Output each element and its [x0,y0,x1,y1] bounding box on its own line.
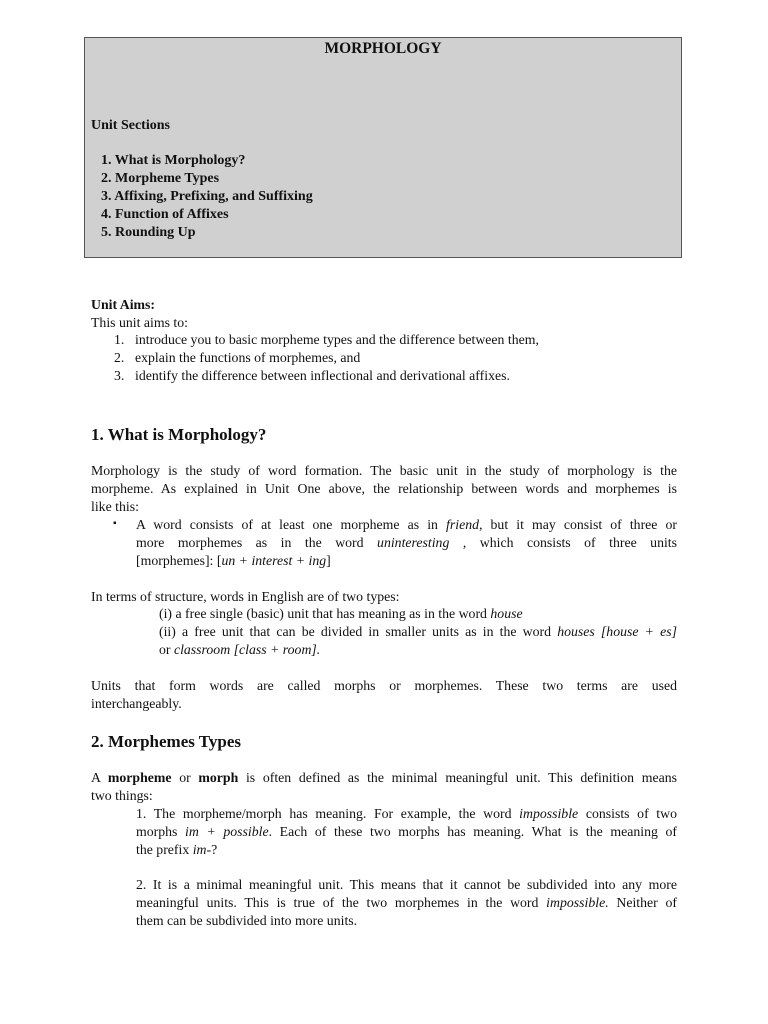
unit-section-item: 1. What is Morphology? [101,153,246,168]
paragraph-line: Morphology is the study of word formation. The basic unit in the study of morphology is the [91,463,677,478]
unit-section-item: 5. Rounding Up [101,225,196,240]
example-line: or classroom [class + room]. [159,642,321,657]
bullet-line: more morphemes as in the word uninteresting , which consists of three units [136,535,677,550]
aim-text: identify the difference between inflectional and derivational affixes. [135,368,510,383]
paragraph-line: Units that form words are called morphs or morphemes. These two terms are used [91,678,677,693]
box-shade [85,59,90,240]
example-line: (ii) a free unit that can be divided in smaller units as in the word houses [house + es] [159,624,677,639]
point-line: 2. It is a minimal meaningful unit. This means that it cannot be subdivided into any more [136,877,677,892]
document-title: MORPHOLOGY [324,40,442,57]
box-shade [677,59,681,240]
point-line: morphs im + possible. Each of these two morphs has meaning. What is the meaning of [136,824,677,839]
bullet-line: [morphemes]: [un + interest + ing] [136,553,331,568]
unit-sections-heading: Unit Sections [91,118,170,133]
paragraph-line: A morpheme or morph is often defined as the minimal meaningful unit. This definition means [91,770,677,785]
aim-number: 3. [114,368,125,383]
unit-aims-heading: Unit Aims: [91,297,156,312]
unit-section-item: 2. Morpheme Types [101,171,220,186]
unit-aims-intro: This unit aims to: [91,315,188,330]
section-heading: 2. Morphemes Types [91,732,242,751]
box-shade [85,240,681,257]
point-line: meaningful units. This is true of the two morphemes in the word impossible. Neither of [136,895,677,910]
point-line: them can be subdivided into more units. [136,913,358,928]
point-line: 1. The morpheme/morph has meaning. For example, the word impossible consists of two [136,806,678,821]
bullet-icon: ▪ [113,518,117,529]
bullet-line: A word consists of at least one morpheme as in friend, but it may consist of three or [136,517,677,532]
aim-number: 1. [114,332,125,347]
aim-text: explain the functions of morphemes, and [135,350,361,365]
paragraph-line: two things: [91,788,153,803]
example-line: (i) a free single (basic) unit that has meaning as in the word house [159,606,523,621]
point-line: the prefix im-? [136,842,218,857]
paragraph-line: morpheme. As explained in Unit One above, the relationship between words and morphemes is [91,481,677,496]
paragraph-line: In terms of structure, words in English are of two types: [91,589,400,604]
paragraph-line: interchangeably. [91,696,182,711]
section-heading: 1. What is Morphology? [91,425,267,444]
aim-text: introduce you to basic morpheme types and the difference between them, [135,332,539,347]
paragraph-line: like this: [91,499,139,514]
unit-section-item: 3. Affixing, Prefixing, and Suffixing [101,189,313,204]
aim-number: 2. [114,350,125,365]
unit-section-item: 4. Function of Affixes [101,207,229,222]
